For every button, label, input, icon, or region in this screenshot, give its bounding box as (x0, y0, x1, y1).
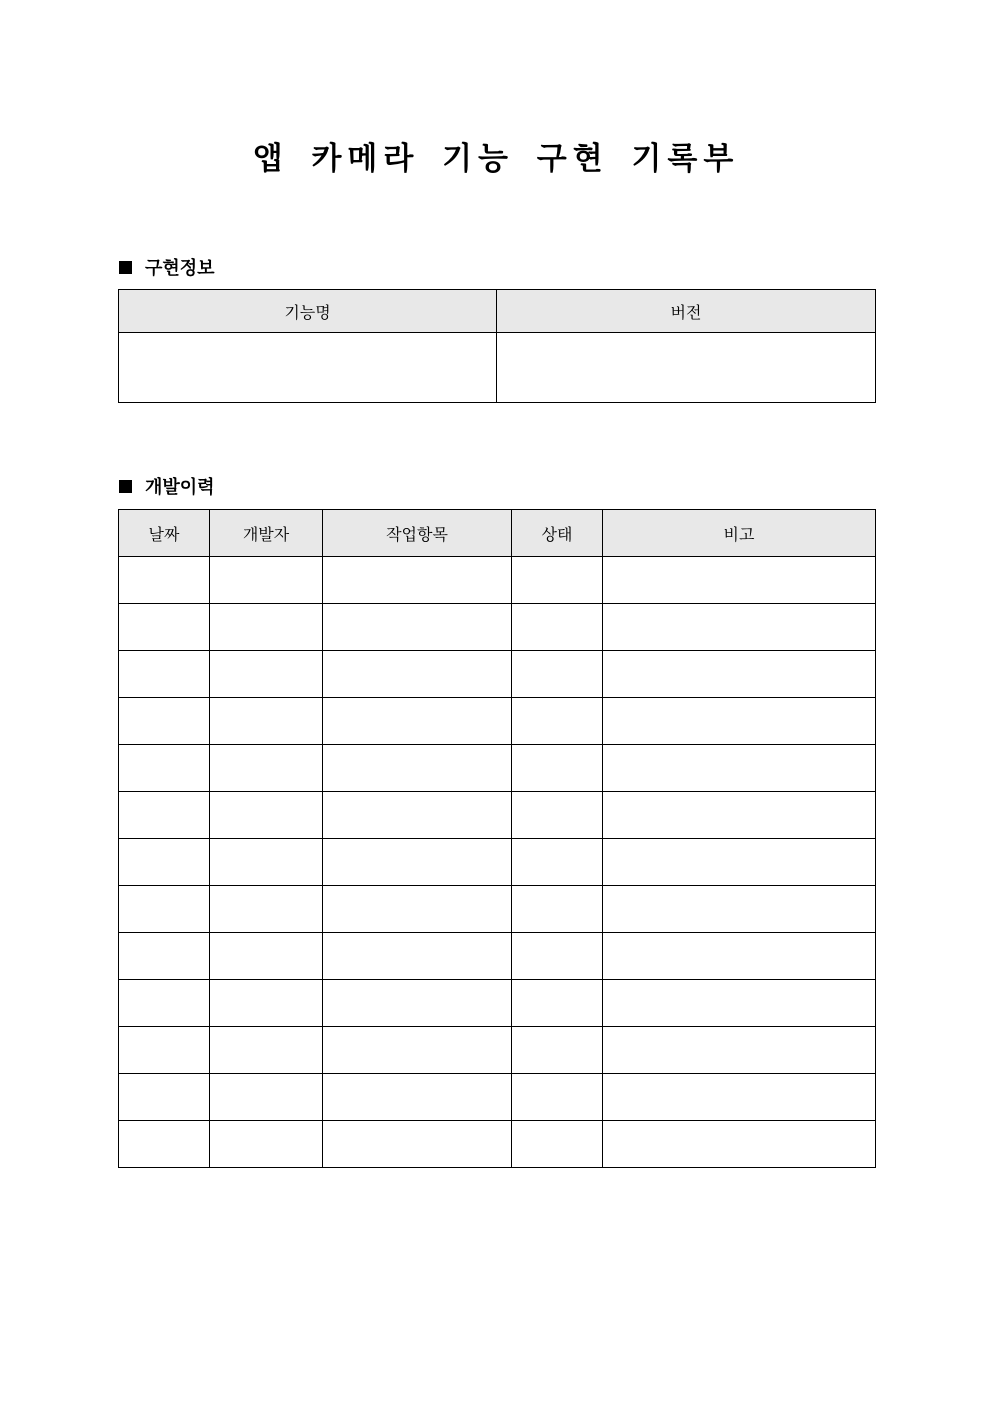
status-cell[interactable] (512, 886, 603, 933)
notes-cell[interactable] (603, 1027, 876, 1074)
task-cell[interactable] (323, 698, 512, 745)
table-row (119, 792, 876, 839)
date-cell[interactable] (119, 886, 210, 933)
date-cell[interactable] (119, 980, 210, 1027)
section-heading-info (119, 254, 215, 280)
developer-cell[interactable] (210, 651, 323, 698)
developer-cell[interactable] (210, 1074, 323, 1121)
notes-cell[interactable] (603, 745, 876, 792)
document-title: 앱 카메라 기능 구현 기록부 (252, 141, 740, 177)
date-cell[interactable] (119, 1027, 210, 1074)
developer-cell[interactable] (210, 839, 323, 886)
developer-cell[interactable] (210, 980, 323, 1027)
date-cell[interactable] (119, 933, 210, 980)
developer-cell[interactable] (210, 698, 323, 745)
table-row (119, 698, 876, 745)
history-body (119, 557, 876, 1168)
task-cell[interactable] (323, 1074, 512, 1121)
table-row (119, 1027, 876, 1074)
task-cell[interactable] (323, 839, 512, 886)
developer-cell[interactable] (210, 792, 323, 839)
notes-cell[interactable] (603, 839, 876, 886)
header-status: 상태 (512, 510, 603, 557)
developer-cell[interactable] (210, 886, 323, 933)
status-cell[interactable] (512, 839, 603, 886)
developer-cell[interactable] (210, 1121, 323, 1168)
status-cell[interactable] (512, 651, 603, 698)
table-row (119, 1074, 876, 1121)
task-cell[interactable] (323, 792, 512, 839)
notes-cell[interactable] (603, 604, 876, 651)
date-cell[interactable] (119, 698, 210, 745)
square-bullet-icon (119, 261, 132, 274)
task-cell[interactable] (323, 745, 512, 792)
date-cell[interactable] (119, 839, 210, 886)
status-cell[interactable] (512, 980, 603, 1027)
history-table (118, 509, 876, 1168)
section-heading-history (119, 473, 215, 499)
developer-cell[interactable] (210, 933, 323, 980)
notes-cell[interactable] (603, 933, 876, 980)
task-cell[interactable] (323, 980, 512, 1027)
status-cell[interactable] (512, 1121, 603, 1168)
section-heading-label: 구현정보 (145, 258, 215, 279)
notes-cell[interactable] (603, 792, 876, 839)
task-cell[interactable] (323, 557, 512, 604)
task-cell[interactable] (323, 886, 512, 933)
task-cell[interactable] (323, 1027, 512, 1074)
date-cell[interactable] (119, 651, 210, 698)
developer-cell[interactable] (210, 745, 323, 792)
table-row (119, 651, 876, 698)
date-cell[interactable] (119, 557, 210, 604)
table-row (119, 604, 876, 651)
feature-name-cell[interactable] (119, 333, 497, 403)
table-row (119, 1121, 876, 1168)
developer-cell[interactable] (210, 1027, 323, 1074)
date-cell[interactable] (119, 1121, 210, 1168)
section-heading-label: 개발이력 (145, 477, 215, 498)
task-cell[interactable] (323, 651, 512, 698)
developer-cell[interactable] (210, 557, 323, 604)
notes-cell[interactable] (603, 1121, 876, 1168)
date-cell[interactable] (119, 604, 210, 651)
notes-cell[interactable] (603, 886, 876, 933)
developer-cell[interactable] (210, 604, 323, 651)
info-table (118, 289, 876, 403)
info-header-row (119, 290, 876, 333)
notes-cell[interactable] (603, 651, 876, 698)
notes-cell[interactable] (603, 698, 876, 745)
header-version: 버전 (497, 290, 876, 333)
date-cell[interactable] (119, 745, 210, 792)
header-date: 날짜 (119, 510, 210, 557)
status-cell[interactable] (512, 745, 603, 792)
header-feature-name: 기능명 (119, 290, 497, 333)
table-row (119, 839, 876, 886)
date-cell[interactable] (119, 1074, 210, 1121)
header-notes: 비고 (603, 510, 876, 557)
task-cell[interactable] (323, 933, 512, 980)
table-row (119, 745, 876, 792)
date-cell[interactable] (119, 792, 210, 839)
table-row (119, 557, 876, 604)
table-row (119, 933, 876, 980)
task-cell[interactable] (323, 604, 512, 651)
status-cell[interactable] (512, 604, 603, 651)
info-input-row (119, 333, 876, 403)
header-developer: 개발자 (210, 510, 323, 557)
square-bullet-icon (119, 480, 132, 493)
status-cell[interactable] (512, 933, 603, 980)
status-cell[interactable] (512, 698, 603, 745)
header-task: 작업항목 (323, 510, 512, 557)
table-row (119, 886, 876, 933)
status-cell[interactable] (512, 557, 603, 604)
notes-cell[interactable] (603, 1074, 876, 1121)
status-cell[interactable] (512, 792, 603, 839)
notes-cell[interactable] (603, 980, 876, 1027)
version-cell[interactable] (497, 333, 876, 403)
history-header-row (119, 510, 876, 557)
status-cell[interactable] (512, 1027, 603, 1074)
task-cell[interactable] (323, 1121, 512, 1168)
table-row (119, 980, 876, 1027)
notes-cell[interactable] (603, 557, 876, 604)
status-cell[interactable] (512, 1074, 603, 1121)
